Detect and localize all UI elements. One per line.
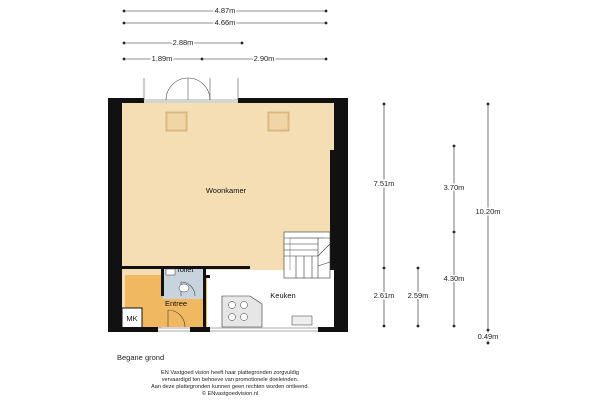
vertical-dimensions — [384, 104, 488, 343]
toilet-bowl — [179, 284, 189, 292]
dim-total-depth: 10.20m — [475, 207, 501, 216]
dim-front-width: 2.88m — [172, 38, 194, 47]
wall-entrance-divider — [206, 275, 210, 278]
disclaimer-line: EN Vastgoed vision heeft haar plattegronden zorgvuldig — [161, 370, 299, 376]
room-label-toilet: Toilet — [176, 265, 194, 274]
dim-front-depth-a: 2.61m — [373, 291, 395, 300]
room-label-kitchen: Keuken — [270, 291, 296, 300]
wall-toilet-left — [161, 266, 164, 296]
dim-wall-offset: 0.49m — [477, 332, 499, 341]
dim-inner-width: 4.66m — [214, 18, 236, 27]
wall-front-mid — [190, 327, 210, 332]
wall-right — [334, 98, 348, 330]
staircase — [284, 232, 330, 278]
dim-left-segment: 1.89m — [151, 54, 173, 63]
room-label-meter-cupboard: MK — [126, 314, 138, 323]
wall-rear-right — [238, 98, 348, 103]
hand-basin — [166, 269, 175, 275]
dim-living-depth: 7.51m — [373, 179, 395, 188]
floor-name-label: Begane grond — [117, 353, 165, 362]
kitchen-counter — [222, 296, 262, 327]
dim-stair-upper: 3.70m — [443, 183, 465, 192]
copyright-line: © ENvastgoedvision.nl — [201, 391, 259, 397]
kitchen-sink — [292, 316, 312, 325]
wall-left — [108, 98, 122, 330]
rear-doors — [144, 78, 238, 102]
dim-stair-lower: 4.30m — [443, 274, 465, 283]
front-windows — [158, 328, 318, 331]
disclaimer-line: vervaardigd ten behoeve van promotionele doeleinden. — [161, 377, 299, 383]
disclaimer-text — [100, 370, 360, 398]
dim-front-depth-b: 2.59m — [407, 291, 429, 300]
wall-rear-left — [108, 98, 144, 103]
disclaimer-line: Aan deze plattegronden kunnen geen rechten worden ontleend. — [151, 384, 309, 390]
dim-right-segment: 2.90m — [253, 54, 275, 63]
room-label-living: Woonkamer — [205, 186, 247, 195]
room-label-entrance: Entree — [164, 299, 188, 308]
dim-total-width: 4.87m — [214, 6, 236, 15]
wall-toilet-right — [203, 266, 206, 328]
wall-chimney — [330, 150, 334, 270]
wall-front-left — [108, 327, 158, 332]
wall-front-right — [318, 327, 348, 332]
